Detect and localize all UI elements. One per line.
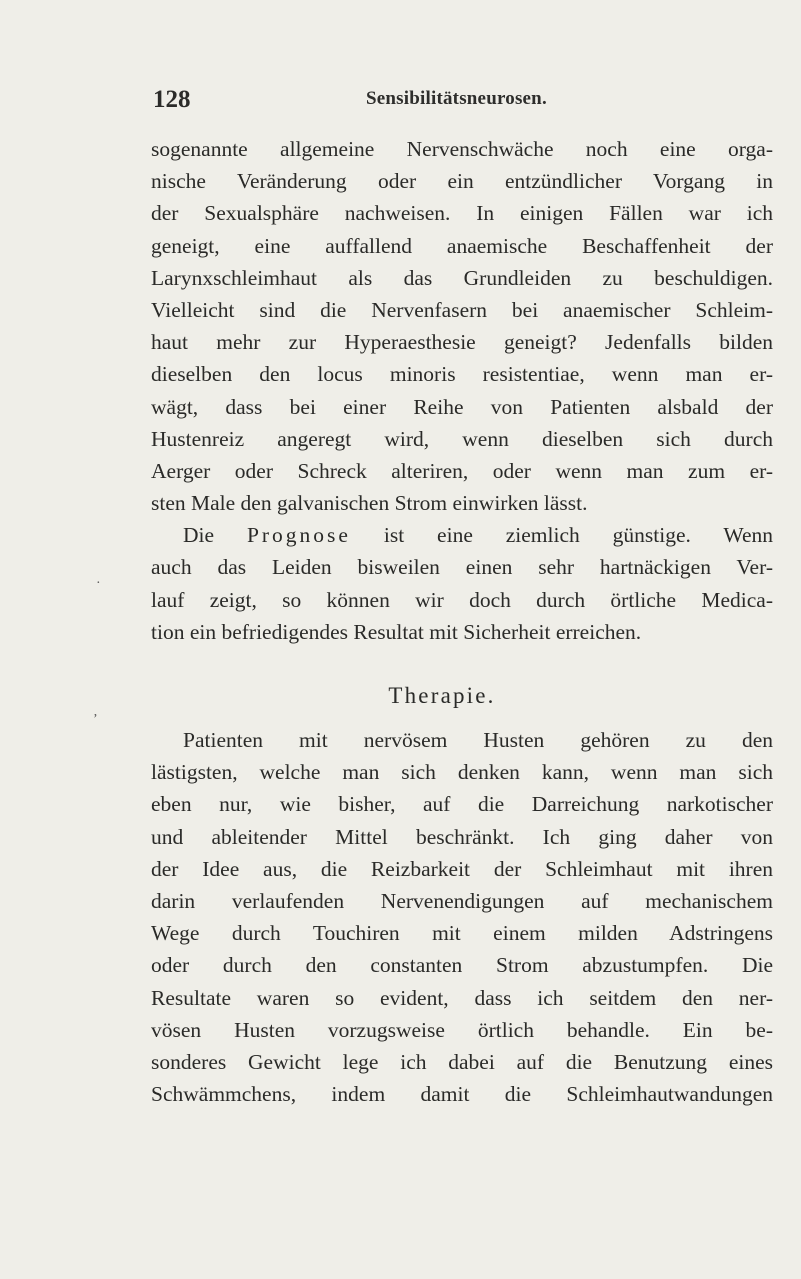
text-line: Patienten mit nervösem Husten gehören zu den — [183, 728, 773, 752]
emphasized-word: Prognose — [246, 523, 351, 548]
text-line: sten Male den galvanischen Strom einwirken lässt. — [151, 491, 588, 516]
text-line: lauf zeigt, so können wir doch durch örtliche Medica- — [151, 587, 773, 612]
section-heading: Therapie. — [388, 683, 496, 708]
text-line: Resultate waren so evident, dass ich seitdem den ner- — [151, 985, 773, 1010]
margin-speck: ʼ — [93, 712, 98, 727]
text-line: eben nur, wie bisher, auf die Darreichung narkotischer — [151, 792, 773, 817]
text-fragment: Die — [183, 523, 215, 548]
text-line: Aerger oder Schreck alteriren, oder wenn man zum er- — [151, 458, 773, 483]
text-fragment: ist eine ziemlich günstige. Wenn — [383, 523, 774, 548]
text-line: Schwämmchens, indem damit die Schleimhautwandungen — [151, 1082, 773, 1107]
text-line: lästigsten, welche man sich denken kann, wenn man sich — [151, 760, 773, 785]
text-line: sogenannte allgemeine Nervenschwäche noch eine orga- — [151, 137, 773, 161]
page-number: 128 — [153, 86, 191, 113]
text-line: der Idee aus, die Reizbarkeit der Schleimhaut mit ihren — [151, 856, 773, 881]
text-line: haut mehr zur Hyperaesthesie geneigt? Jedenfalls bilden — [151, 330, 773, 355]
page-header — [153, 86, 793, 116]
text-line: darin verlaufenden Nervenendigungen auf mechanischem — [151, 888, 773, 913]
text-line: Vielleicht sind die Nervenfasern bei anaemischer Schleim- — [151, 297, 773, 322]
text-line: geneigt, eine auffallend anaemische Beschaffenheit der — [151, 233, 773, 258]
running-head: Sensibilitätsneurosen. — [366, 88, 547, 109]
text-line: wägt, dass bei einer Reihe von Patienten alsbald der — [151, 394, 773, 419]
text-line — [151, 519, 773, 551]
body-text — [151, 133, 773, 1110]
text-line: auch das Leiden bisweilen einen sehr hartnäckigen Ver- — [151, 555, 773, 580]
text-line: Hustenreiz angeregt wird, wenn dieselben sich durch — [151, 426, 773, 451]
text-line: der Sexualsphäre nachweisen. In einigen Fällen war ich — [151, 201, 773, 226]
text-line: vösen Husten vorzugsweise örtlich behandle. Ein be- — [151, 1017, 773, 1042]
text-line: oder durch den constanten Strom abzustumpfen. Die — [151, 953, 773, 978]
text-line: sonderes Gewicht lege ich dabei auf die Benutzung eines — [151, 1049, 773, 1074]
text-line: dieselben den locus minoris resistentiae, wenn man er- — [151, 362, 773, 387]
margin-speck: · — [96, 576, 101, 591]
text-line: und ableitender Mittel beschränkt. Ich ging daher von — [151, 824, 773, 849]
text-line: nische Veränderung oder ein entzündlicher Vorgang in — [151, 169, 773, 194]
text-line: Wege durch Touchiren mit einem milden Adstringens — [151, 921, 773, 946]
text-line: tion ein befriedigendes Resultat mit Sicherheit erreichen. — [151, 619, 642, 644]
text-line: Larynxschleimhaut als das Grundleiden zu beschuldigen. — [151, 265, 773, 290]
